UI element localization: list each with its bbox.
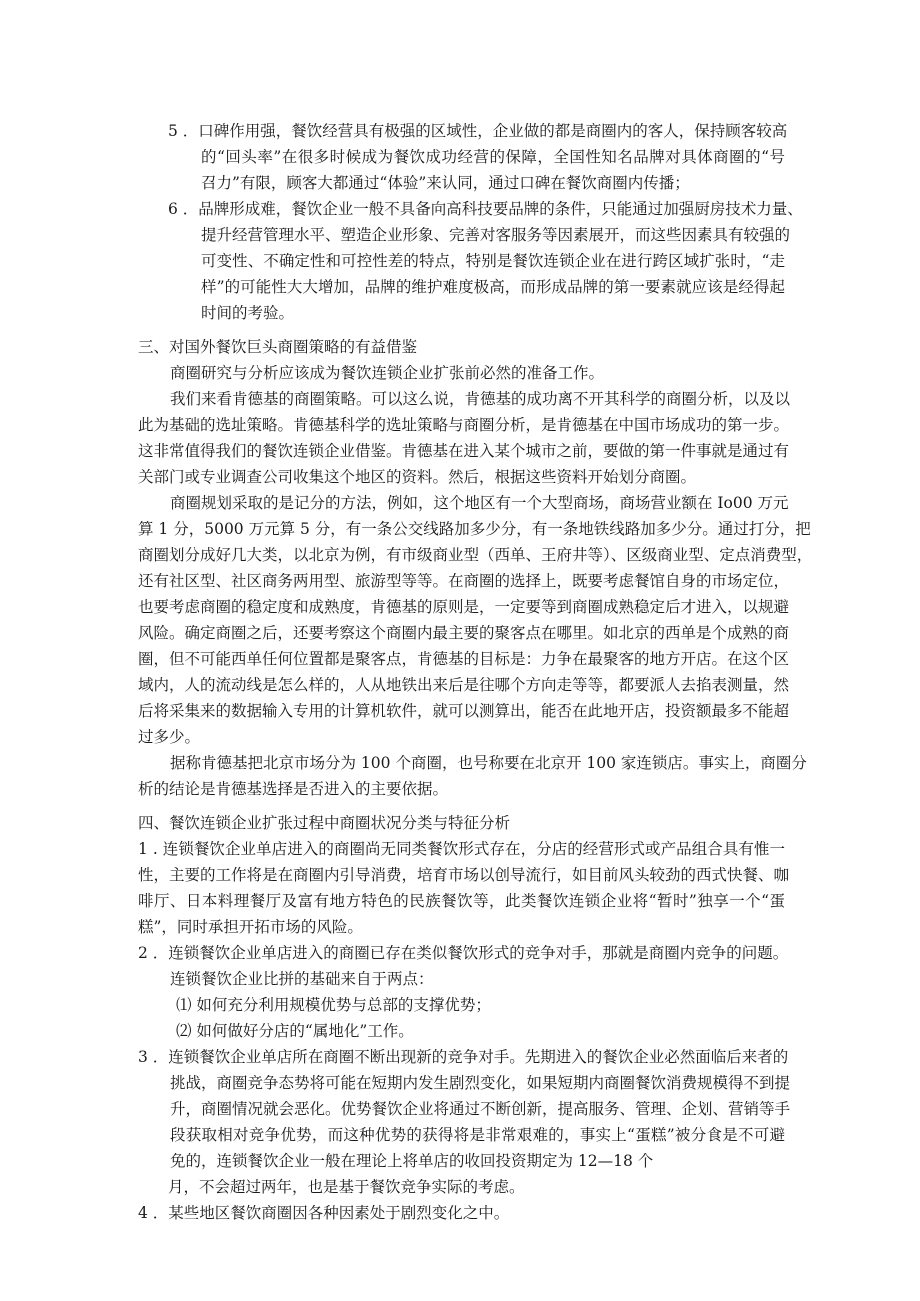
para-3-line-10: 过多少。 xyxy=(138,728,201,746)
item-3-line-4: 段获取相对竞争优势，而这种优势的获得将是非常艰难的，事实上“蛋糕”被分食是不可避 xyxy=(170,1126,785,1144)
section-3-para-1: 商圈研究与分析应该成为餐饮连锁企业扩张前必然的准备工作。 xyxy=(170,364,605,382)
item-6-line-2: 提升经营管理水平、塑造企业形象、完善对客服务等因素展开，而这些因素具有较强的 xyxy=(201,226,791,244)
para-2-line-1: 我们来看肯德基的商圈策略。可以这么说，肯德基的成功离不开其科学的商圈分析，以及以 xyxy=(170,390,791,408)
para-3-line-9: 后将采集来的数据输入专用的计算机软件，就可以测算出，能否在此地开店，投资额最多不能超 xyxy=(138,702,790,720)
item-1-line-2: 性，主要的工作将是在商圈内引导消费，培育市场以创导流行，如目前风头较劲的西式快餐、咖 xyxy=(138,866,790,884)
para-4-line-1: 据称肯德基把北京市场分为 100 个商圈，也号称要在北京开 100 家连锁店。事实上，商圈分 xyxy=(170,754,807,772)
item-5-line-2: 的“回头率”在很多时候成为餐饮成功经营的保障，全国性知名品牌对具体商圈的“号 xyxy=(201,148,785,166)
para-3-line-6: 风险。确定商圈之后，还要考察这个商圈内最主要的聚客点在哪里。如北京的西单是个成熟的商 xyxy=(138,624,790,642)
item-3-line-6: 月，不会超过两年，也是基于餐饮竞争实际的考虑。 xyxy=(168,1178,525,1196)
item-2-sub: 连锁餐饮企业比拼的基础来自于两点： xyxy=(170,970,434,988)
item-3-line-2: 挑战，商圈竞争态势将可能在短期内发生剧烈变化，如果短期内商圈餐饮消费规模得不到提 xyxy=(170,1074,791,1092)
item-2-point-a: ⑴ 如何充分利用规模优势与总部的支撑优势； xyxy=(176,996,491,1014)
item-1-line-3: 啡厅、日本料理餐厅及富有地方特色的民族餐饮等，此类餐饮连锁企业将“暂时”独享一个“蛋 xyxy=(138,892,785,910)
item-5-line-1: 5 ．口碑作用强，餐饮经营具有极强的区域性，企业做的都是商圈内的客人，保持顾客较高 xyxy=(168,122,788,140)
item-6-line-4: 样”的可能性大大增加，品牌的维护难度极高，而形成品牌的第一要素就应该是经得起 xyxy=(201,278,785,296)
item-6-line-3: 可变性、不确定性和可控性差的特点，特别是餐饮连锁企业在进行跨区域扩张时，“走 xyxy=(201,252,785,270)
para-2-line-4: 关部门或专业调查公司收集这个地区的资料。然后，根据这些资料开始划分商圈。 xyxy=(138,468,697,486)
item-2-line: 2 ．连锁餐饮企业单店进入的商圈已存在类似餐饮形式的竞争对手，那就是商圈内竞争的问题。 xyxy=(138,944,789,962)
section-4-heading: 四、餐饮连锁企业扩张过程中商圈状况分类与特征分析 xyxy=(138,814,511,832)
para-3-line-5: 也要考虑商圈的稳定度和成熟度，肯德基的原则是，一定要等到商圈成熟稳定后才进入，以规避 xyxy=(138,598,790,616)
para-2-line-2: 此为基础的选址策略。肯德基科学的选址策略与商圈分析，是肯德基在中国市场成功的第一步。 xyxy=(138,416,790,434)
para-3-line-4: 还有社区型、社区商务两用型、旅游型等等。在商圈的选择上，既要考虑餐馆自身的市场定位， xyxy=(138,572,790,590)
section-3-heading: 三、对国外餐饮巨头商圈策略的有益借鉴 xyxy=(138,338,418,356)
item-5-line-3: 召力”有限，顾客大都通过“体验”来认同，通过口碑在餐饮商圈内传播； xyxy=(201,174,690,192)
item-1-line-4: 糕”，同时承担开拓市场的风险。 xyxy=(138,918,363,936)
item-6-line-1: 6 ．品牌形成难，餐饮企业一般不具备向高科技要品牌的条件，只能通过加强厨房技术力量、 xyxy=(168,200,803,218)
para-3-line-8: 域内，人的流动线是怎么样的，人从地铁出来后是往哪个方向走等等，都要派人去掐表测量，然 xyxy=(138,676,790,694)
para-3-line-7: 圈，但不可能西单任何位置都是聚客点，肯德基的目标是：力争在最聚客的地方开店。在这个区 xyxy=(138,650,790,668)
para-3-line-1: 商圈规划采取的是记分的方法，例如，这个地区有一个大型商场，商场营业额在 Io00 万元 xyxy=(170,494,789,512)
item-4-line: 4 ．某些地区餐饮商圈因各种因素处于剧烈变化之中。 xyxy=(138,1204,510,1222)
item-6-line-5: 时间的考验。 xyxy=(201,304,295,322)
para-2-line-3: 这非常值得我们的餐饮连锁企业借鉴。肯德基在进入某个城市之前，要做的第一件事就是通过有 xyxy=(138,442,790,460)
para-3-line-3: 商圈划分成好几大类，以北京为例，有市级商业型（西单、王府井等）、区级商业型、定点消费型， xyxy=(138,546,813,564)
para-3-line-2: 算 1 分，5000 万元算 5 分，有一条公交线路加多少分，有一条地铁线路加多少分。通过打分，把 xyxy=(138,520,811,538)
item-3-line-3: 升，商圈情况就会恶化。优势餐饮企业将通过不断创新，提高服务、管理、企划、营销等手 xyxy=(170,1100,791,1118)
item-2-point-b: ⑵ 如何做好分店的“属地化”工作。 xyxy=(176,1022,414,1040)
para-4-line-2: 析的结论是肯德基选择是否进入的主要依据。 xyxy=(138,780,449,798)
item-3-line-5: 免的，连锁餐饮企业一般在理论上将单店的收回投资期定为 12—18 个 xyxy=(170,1152,654,1170)
item-3-line-1: 3 ．连锁餐饮企业单店所在商圈不断出现新的竞争对手。先期进入的餐饮企业必然面临后来者的 xyxy=(138,1048,789,1066)
item-1-line-1: 1 . 连锁餐饮企业单店进入的商圈尚无同类餐饮形式存在，分店的经营形式或产品组合具有惟一 xyxy=(138,840,785,858)
